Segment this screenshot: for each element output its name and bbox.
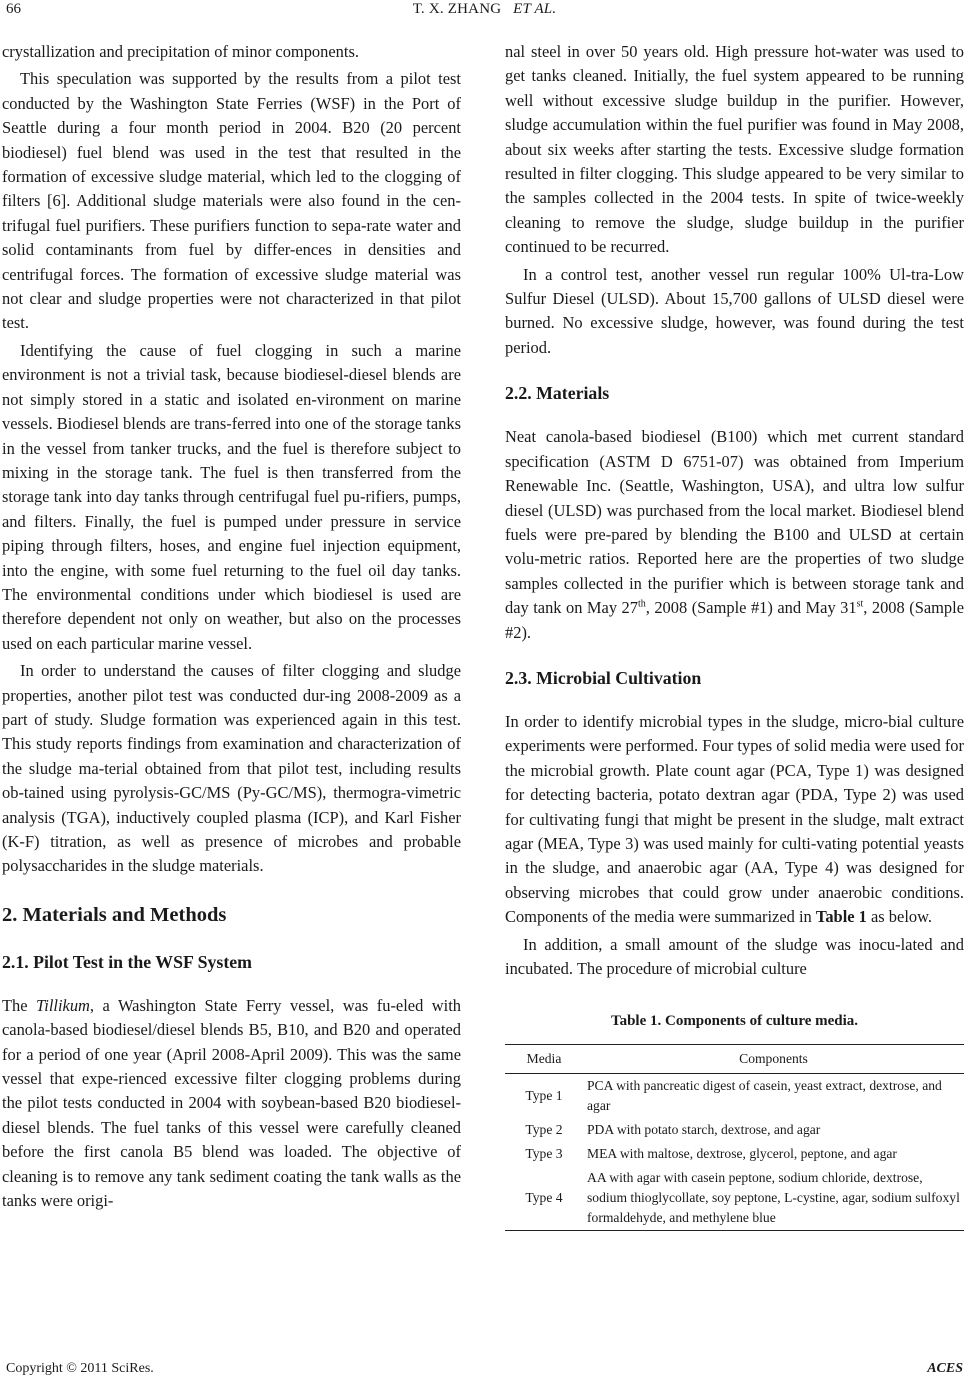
- paragraph: nal steel in over 50 years old. High pressure hot-water was used to get tanks cleaned. Initially, the fuel system appeared to be running well without excessive sludge buildup in the purifier. However, sludge accumulation within the fuel purifier was found in May 2008, about six weeks after starting the tests. Excessive sludge formation resulted in filter clogging. This sludge appeared to be very similar to the samples collected in the 2004 tests. In spite of twice-weekly cleaning to remove the sludge, sludge buildup in the purifier continued to be recurred.: [505, 42, 964, 257]
- section-heading: 2. Materials and Methods: [2, 903, 227, 926]
- table-cell-components: MEA with maltose, dextrose, glycerol, peptone, and agar: [587, 1145, 897, 1161]
- paragraph: [505, 425, 964, 645]
- running-head: [0, 1, 969, 18]
- text-run: , a Washington State Ferry vessel, was fu-eled with canola-based biodiesel/diesel blends B5, B10, and B20 and operated for a period of one year (April 2008-April 2009). This was the same vessel that expe-rienced excessive filter clogging problems during the pilot tests conducted in 2004 with soybean-based B20 biodiesel-diesel blends. The fuel tanks of this vessel were carefully cleaned before the first canola B5 blend was loaded. The objective of cleaning is to remove any tank sediment coating the tank walls as the tanks were origi-: [2, 995, 461, 1211]
- table-header-row: [505, 1044, 964, 1073]
- vessel-name: Tillikum: [36, 995, 90, 1015]
- text-run: , 2008 (Sample #2).: [505, 598, 965, 642]
- copyright-notice: Copyright © 2011 SciRes.: [6, 1361, 154, 1376]
- table-row: [505, 1118, 964, 1142]
- paragraph: In a control test, another vessel run regular 100% Ul-tra-Low Sulfur Diesel (ULSD). About 15,700 gallons of ULSD diesel were burned. No excessive sludge, however, was found during the test period.: [505, 264, 964, 357]
- running-head-et-al: ET AL.: [513, 1, 557, 17]
- table-cell-components: AA with agar with casein peptone, sodium chloride, dextrose, sodium thioglycollate, soy peptone, L-cystine, agar, sodium sulfoxyl formaldehyde, and methylene blue: [583, 1166, 964, 1231]
- subsection-heading: 2.1. Pilot Test in the WSF System: [2, 951, 252, 972]
- paragraph: [2, 994, 461, 1214]
- column-header-media: Media: [505, 1044, 583, 1073]
- table-row: [505, 1073, 964, 1118]
- left-column: [2, 40, 461, 1213]
- table-cell-media: Type 1: [525, 1087, 563, 1103]
- table-row: [505, 1166, 964, 1231]
- paragraph: This speculation was supported by the results from a pilot test conducted by the Washington State Ferries (WSF) in the Port of Seattle during a four month period in 2004. B20 (20 percent biodiesel) fuel blend was used in the test that resulted in the formation of excessive sludge material, which led to the clogging of filters [6]. Additional sludge materials were also found in the cen-trifugal fuel purifiers. These purifiers function to sepa-rate water and solid contaminants from fuel by differ-ences in densities and centrifugal forces. The formation of excessive sludge material was not clear and sludge properties were not characterized in that pilot test.: [2, 69, 461, 333]
- superscript: st: [856, 598, 864, 610]
- table-cell-media: Type 4: [505, 1166, 583, 1231]
- right-column: [505, 40, 964, 1231]
- page-number: 66: [6, 1, 21, 17]
- paragraph: crystallization and precipitation of minor components.: [2, 42, 359, 61]
- paragraph: [505, 710, 964, 930]
- column-header-components: Components: [583, 1044, 964, 1073]
- journal-name: ACES: [927, 1361, 963, 1376]
- table-cell-media: Type 3: [525, 1145, 563, 1161]
- culture-media-table: [505, 1044, 964, 1231]
- page-header: [0, 0, 969, 24]
- text-run: The: [2, 995, 37, 1015]
- text-run: , 2008 (Sample #1) and May 31: [645, 598, 857, 618]
- superscript: th: [637, 598, 646, 610]
- table-caption: Table 1. Components of culture media.: [610, 1013, 859, 1030]
- text-run: In order to identify microbial types in the sludge, micro-bial culture experiments were performed. Four types of solid media were used for the microbial growth. Plate count agar (PCA, Type 1) was designed for detecting bacteria, potato dextran agar (PDA, Type 2) was used for cultivating fungi that might be present in the sludge, malt extract agar (MEA, Type 3) was used mainly for culti-vating potential yeasts in the sludge, and anaerobic agar (AA, Type 4) was designed for observing microbes that could grow under anaerobic conditions. Components of the media were summarized in: [505, 711, 964, 927]
- text-run: Neat canola-based biodiesel (B100) which met current standard specification (ASTM D 6751-07) was obtained from Imperium Renewable Inc. (Seattle, Washington, USA), and ultra low sulfur diesel (ULSD) was purchased from the local market. Biodiesel blend fuels were pre-pared by blending the B100 and ULSD at certain volu-metric ratios. Reported here are the properties of two sludge samples collected in the purifier which is between storage tank and day tank on May 27: [505, 427, 964, 618]
- table-cell-components: PDA with potato starch, dextrose, and agar: [587, 1121, 821, 1137]
- subsection-heading: 2.2. Materials: [505, 383, 610, 404]
- running-head-authors: T. X. ZHANG: [412, 1, 502, 17]
- table-reference: Table 1: [815, 907, 867, 927]
- paragraph: In addition, a small amount of the sludge was inocu-lated and incubated. The procedure of microbial culture: [505, 934, 964, 978]
- table-row: [505, 1142, 964, 1166]
- table-cell-media: Type 2: [525, 1121, 563, 1137]
- text-run: as below.: [866, 907, 933, 927]
- paragraph: In order to understand the causes of filter clogging and sludge properties, another pilot test was conducted dur-ing 2008-2009 as a part of study. Sludge formation was experienced again in this test. This study reports findings from examination and characterization of the sludge ma-terial obtained from that pilot test, including results ob-tained using pyrolysis-GC/MS (Py-GC/MS), thermogra-vimetric analysis (TGA), inductively coupled plasma (ICP), and Karl Fisher (K-F) titration, as well as presence of microbes and probable polysaccharides in the sludge materials.: [2, 661, 461, 876]
- table-cell-components: PCA with pancreatic digest of casein, yeast extract, dextrose, and agar: [587, 1077, 942, 1113]
- subsection-heading: 2.3. Microbial Cultivation: [505, 667, 702, 688]
- paragraph: Identifying the cause of fuel clogging in such a marine environment is not a trivial task, because biodiesel-diesel blends are not simply stored in a static and isolated en-vironment on marine vessels. Biodiesel blends are trans-ferred into one of the storage tanks in the vessel from tanker trucks, and the fuel is therefore subject to mixing in the storage tank. The fuel is then transferred from the storage tank into day tanks through centrifugal fuel pu-rifiers, pumps, and filters. Finally, the fuel is pumped under pressure in service piping through filters, hoses, and engine fuel injection equipment, into the engine, with some fuel returning to the fuel oil day tanks. The environmental conditions under which biodiesel is used are therefore dependent not only on weather, but also on the processes used on each particular marine vessel.: [2, 340, 461, 653]
